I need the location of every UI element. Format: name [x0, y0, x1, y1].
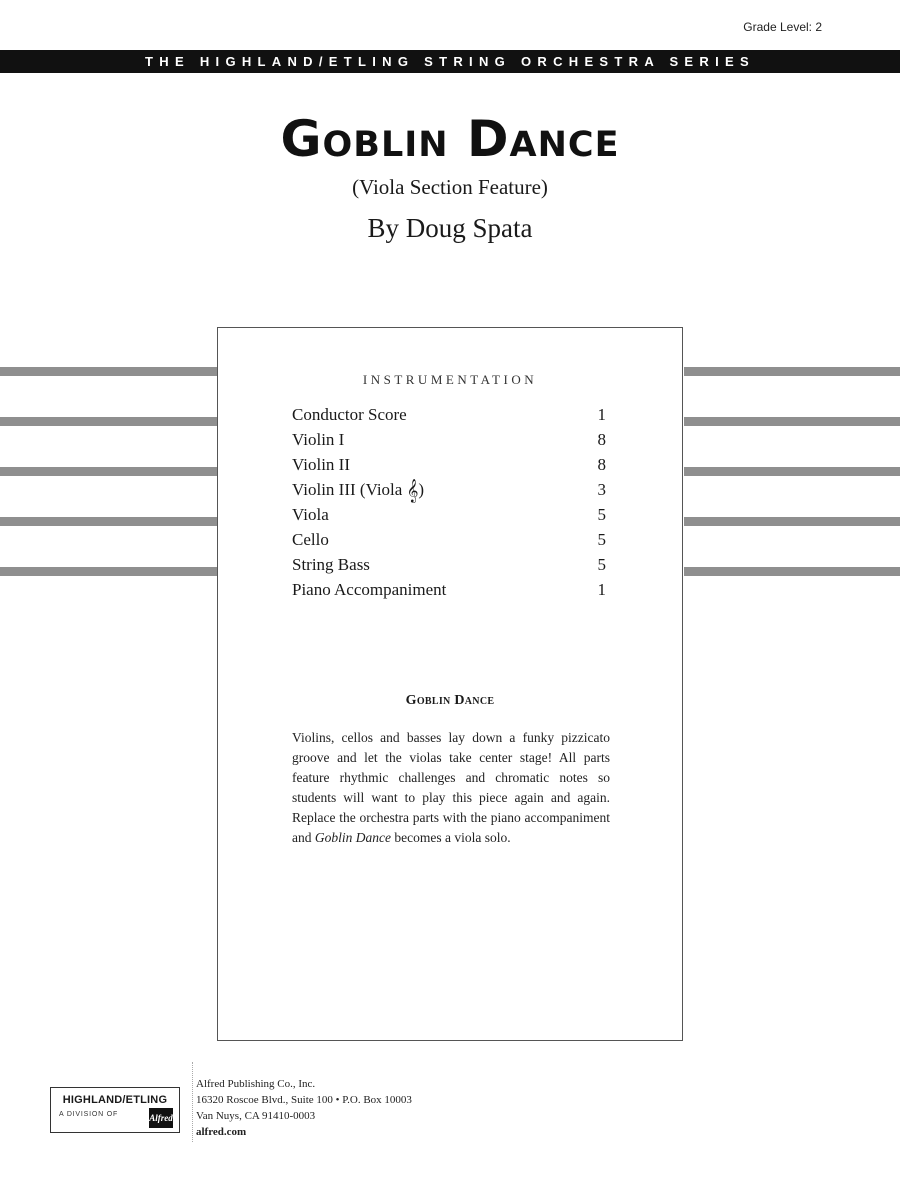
address-line: Van Nuys, CA 91410-0003 — [196, 1110, 316, 1122]
instrument-count: 3 — [597, 480, 606, 499]
description-text-end: becomes a viola solo. — [390, 830, 511, 845]
instrument-row — [292, 402, 606, 427]
instrument-count: 8 — [597, 430, 606, 449]
staff-line-left — [0, 517, 218, 526]
instrument-name: Violin I — [292, 430, 345, 449]
staff-line-right — [684, 367, 900, 376]
instrument-name: Violin III (Viola — [292, 480, 403, 499]
description-title-italic: Goblin Dance — [314, 830, 391, 845]
instrument-name-with-clef — [292, 477, 424, 502]
staff-line-left — [0, 567, 218, 576]
instrumentation-heading: INSTRUMENTATION — [362, 372, 538, 387]
staff-line-left — [0, 367, 218, 376]
info-panel — [217, 327, 683, 1041]
logo-division-text: A DIVISION OF — [59, 1111, 119, 1118]
instrument-name: Conductor Score — [292, 405, 407, 424]
instrument-name: String Bass — [292, 555, 370, 574]
description-text — [292, 728, 610, 848]
description-text-start: Violins, cellos and basses lay down a funky pizzicato groove and let the violas take center stage! All parts feature rhythmic challenges and chromatic notes so students will want to play this piece again and again. Replace the orchestra parts with the piano accompaniment and — [292, 730, 610, 845]
series-banner: THE HIGHLAND/ETLING STRING ORCHESTRA SERIES — [0, 50, 900, 73]
highland-etling-logo — [50, 1087, 180, 1133]
instrument-count: 1 — [597, 580, 606, 599]
piece-subtitle: (Viola Section Feature) — [352, 175, 548, 199]
staff-line-left — [0, 417, 218, 426]
instrument-row — [292, 452, 606, 477]
staff-line-right — [684, 567, 900, 576]
composer-credit: By Doug Spata — [367, 213, 533, 243]
instrument-count: 8 — [597, 455, 606, 474]
alfred-logo-icon: Alfred — [149, 1108, 173, 1128]
instrument-count: 5 — [597, 555, 606, 574]
instrument-count: 5 — [597, 505, 606, 524]
logo-wordmark: HIGHLAND/ETLING — [62, 1094, 168, 1106]
address-line: 16320 Roscoe Blvd., Suite 100 • P.O. Box 10003 — [196, 1094, 412, 1106]
instrument-row — [292, 477, 606, 502]
staff-line-right — [684, 517, 900, 526]
description-heading: Goblin Dance — [405, 693, 495, 708]
staff-line-left — [0, 467, 218, 476]
instrument-row — [292, 577, 606, 602]
piece-title: Goblin Dance — [280, 110, 620, 168]
publisher-website: alfred.com — [196, 1126, 247, 1138]
instrument-name: Piano Accompaniment — [292, 580, 447, 599]
instrument-name: Viola — [292, 505, 329, 524]
instrumentation-list — [292, 402, 606, 602]
instrument-name: Violin II — [292, 455, 350, 474]
staff-line-right — [684, 417, 900, 426]
staff-line-right — [684, 467, 900, 476]
instrument-row — [292, 552, 606, 577]
instrument-row — [292, 527, 606, 552]
address-divider — [192, 1062, 193, 1142]
address-line: Alfred Publishing Co., Inc. — [196, 1078, 316, 1090]
instrument-name: Cello — [292, 530, 329, 549]
instrument-row — [292, 427, 606, 452]
instrument-count: 5 — [597, 530, 606, 549]
grade-level: Grade Level: 2 — [743, 20, 822, 34]
instrument-row — [292, 502, 606, 527]
instrument-count: 1 — [597, 405, 606, 424]
treble-clef-icon: 𝄞 — [406, 478, 419, 502]
publisher-address — [196, 1076, 412, 1140]
instrument-name-suffix: ) — [418, 480, 425, 499]
